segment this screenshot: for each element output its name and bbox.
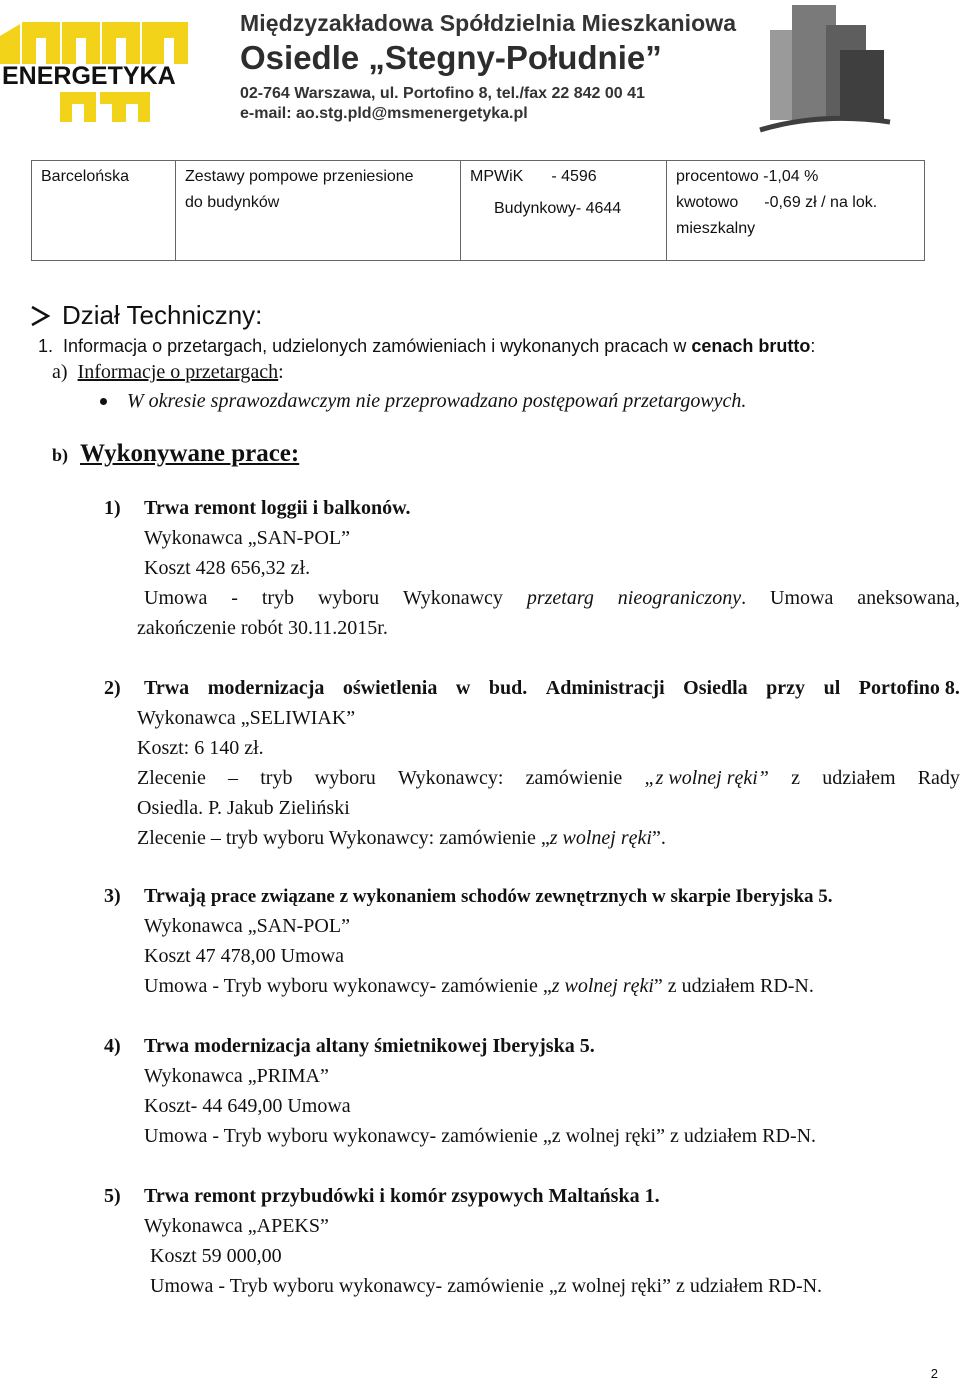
item-5-contractor: Wykonawca „APEKS”: [144, 1215, 329, 1237]
subsection-b: b) Wykonywane prace:: [52, 440, 300, 467]
item-3-contractor: Wykonawca „SAN-POL”: [144, 915, 350, 937]
item-2-contractor: Wykonawca „SELIWIAK”: [137, 707, 356, 729]
item-5-cost: Koszt 59 000,00: [150, 1245, 282, 1267]
buildings-graphic: [740, 0, 900, 140]
header-email: e-mail: ao.stg.pld@msmenergetyka.pl: [240, 105, 528, 122]
item-2-order-mode: Zlecenie – tryb wyboru Wykonawcy: zamówienie „z wolnej ręki” z udziałem Rady: [137, 767, 960, 789]
energetyka-logo: [0, 14, 200, 124]
table-row: [32, 161, 925, 261]
item-5-mode: Umowa - Tryb wyboru wykonawcy- zamówienie „z wolnej ręki” z udziałem RD-N.: [150, 1275, 823, 1297]
header-line1: Międzyzakładowa Spółdzielnia Mieszkaniowa: [240, 10, 737, 36]
item-4-contractor: Wykonawca „PRIMA”: [144, 1065, 329, 1087]
difference-cell: procentowo -1,04 % kwotowo -0,69 zł / na lok. mieszkalny: [667, 161, 925, 261]
technical-table: [31, 160, 925, 261]
item-3-title: 3) Trwają prace związane z wykonaniem schodów zewnętrznych w skarpie Iberyjska 5.: [104, 885, 833, 907]
item-1-cost: Koszt 428 656,32 zł.: [144, 557, 311, 579]
page-number: 2: [930, 1366, 938, 1381]
section-heading: Dział Techniczny:: [30, 300, 262, 331]
header-line2: Osiedle „Stegny-Południe”: [240, 39, 662, 76]
item-2-cost: Koszt: 6 140 zł.: [137, 737, 264, 759]
arrow-bullet-icon: [30, 305, 50, 327]
bullet-icon: [100, 398, 107, 405]
street-cell: Barcelońska: [32, 161, 176, 261]
tender-note: W okresie sprawozdawczym nie przeprowadzano postępowań przetargowych.: [100, 390, 746, 413]
item-3-cost: Koszt 47 478,00 Umowa: [144, 945, 344, 967]
paragraph-1: 1. Informacja o przetargach, udzielonych zamówieniach i wykonanych pracach w cenach brutto:: [38, 336, 816, 356]
item-5-title: 5) Trwa remont przybudówki i komór zsypowych Maltańska 1.: [104, 1185, 660, 1207]
item-1-completion: zakończenie robót 30.11.2015r.: [137, 617, 388, 639]
meter-cell: MPWiK - 4596 Budynkowy- 4644: [461, 161, 667, 261]
item-4-title: 4) Trwa modernizacja altany śmietnikowej Iberyjska 5.: [104, 1035, 595, 1057]
item-2-order-mode-2: Zlecenie – tryb wyboru Wykonawcy: zamówienie „z wolnej ręki”.: [137, 827, 666, 849]
item-2-board: Osiedla. P. Jakub Zieliński: [137, 797, 350, 819]
item-4-cost: Koszt- 44 649,00 Umowa: [144, 1095, 351, 1117]
item-1-title: 1) Trwa remont loggii i balkonów.: [104, 497, 411, 519]
svg-text:ENERGETYKA: ENERGETYKA: [2, 62, 176, 90]
description-cell: Zestawy pompowe przeniesione do budynków: [176, 161, 461, 261]
header-address: 02-764 Warszawa, ul. Portofino 8, tel./fax 22 842 00 41: [240, 85, 645, 102]
item-1-mode: Umowa - tryb wyboru Wykonawcy przetarg nieograniczony. Umowa aneksowana,: [144, 587, 960, 609]
item-4-mode: Umowa - Tryb wyboru wykonawcy- zamówienie „z wolnej ręki” z udziałem RD-N.: [144, 1125, 817, 1147]
item-3-mode: Umowa - Tryb wyboru wykonawcy- zamówienie „z wolnej ręki” z udziałem RD-N.: [144, 975, 814, 997]
cooperative-header: [240, 10, 760, 123]
item-1-contractor: Wykonawca „SAN-POL”: [144, 527, 350, 549]
subsection-a: a) Informacje o przetargach:: [52, 361, 284, 383]
item-2-title: 2) Trwa modernizacja oświetlenia w bud. Administracji Osiedla przy ul Portofino 8.: [104, 677, 960, 699]
